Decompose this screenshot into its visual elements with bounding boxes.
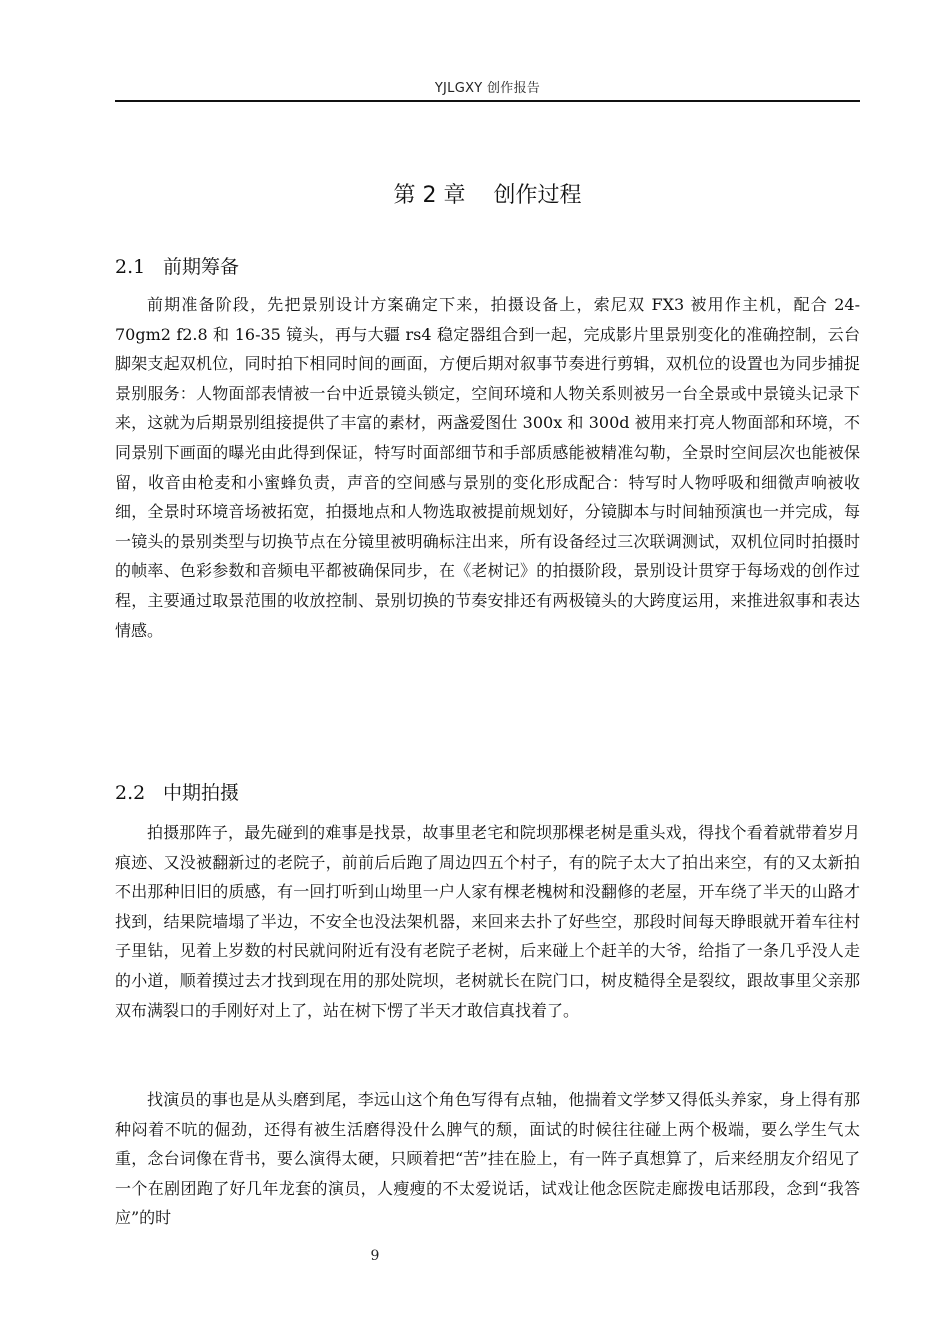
section-heading-2-2 xyxy=(115,778,239,805)
paragraph: 前期准备阶段，先把景别设计方案确定下来，拍摄设备上，索尼双 FX3 被用作主机，配合 24-70gm2 f2.8 和 16-35 镜头，再与大疆 rs4 稳定器组合到一起，完成影片里景别变化的准确控制，云台脚架支起双机位，同时拍下相同时间的画面，方便后期对叙事节奏进行剪辑，双机位的设置也为同步捕捉景别服务：人物面部表情被一台中近景镜头锁定，空间环境和人物关系则被另一台全景或中景镜头记录下来，这就为后期景别组接提供了丰富的素材，两盏爱图仕 300x 和 300d 被用来打亮人物面部和环境，不同景别下画面的曝光由此得到保证，特写时面部细节和手部质感能被精准勾勒，全景时空间层次也能被保留，收音由枪麦和小蜜蜂负责，声音的空间感与景别的变化形成配合：特写时人物呼吸和细微声响被收细，全景时环境音场被拓宽，拍摄地点和人物选取被提前规划好，分镜脚本与时间轴预演也一并完成，每一镜头的景别类型与切换节点在分镜里被明确标注出来，所有设备经过三次联调测试，双机位同时拍摄时的帧率、色彩参数和音频电平都被确保同步，在《老树记》的拍摄阶段，景别设计贯穿于每场戏的创作过程，主要通过取景范围的收放控制、景别切换的节奏安排还有两极镜头的大跨度运用，来推进叙事和表达情感。 xyxy=(115,295,860,640)
chapter-title: 第 2 章 创作过程 xyxy=(393,183,582,208)
section-number: 2.2 xyxy=(115,782,146,804)
paragraph: 找演员的事也是从头磨到尾，李远山这个角色写得有点轴，他揣着文学梦又得低头养家，身上得有那种闷着不吭的倔劲，还得有被生活磨得没什么脾气的颓，面试的时候往往碰上两个极端，要么学生气太重，念台词像在背书，要么演得太硬，只顾着把“苦”挂在脸上，有一阵子真想算了，后来经朋友介绍见了一个在剧团跑了好几年龙套的演员，人瘦瘦的不太爱说话，试戏让他念医院走廊拨电话那段，念到“我答应”的时 xyxy=(115,1090,860,1228)
running-header: YJLGXY 创作报告 xyxy=(434,81,541,96)
header-rule xyxy=(115,100,860,102)
paragraph: 拍摄那阵子，最先碰到的难事是找景，故事里老宅和院坝那棵老树是重头戏，得找个看着就带着岁月痕迹、又没被翻新过的老院子，前前后后跑了周边四五个村子，有的院子太大了拍出来空，有的又太新拍不出那种旧旧的质感，有一回打听到山坳里一户人家有棵老槐树和没翻修的老屋，开车绕了半天的山路才找到，结果院墙塌了半边，不安全也没法架机器，来回来去扑了好些空，那段时间每天睁眼就开着车往村子里钻，见着上岁数的村民就问附近有没有老院子老树，后来碰上个赶羊的大爷，给指了一条几乎没人走的小道，顺着摸过去才找到现在用的那处院坝，老树就长在院门口，树皮糙得全是裂纹，跟故事里父亲那双布满裂口的手刚好对上了，站在树下愣了半天才敢信真找着了。 xyxy=(115,823,860,1020)
section-heading-2-1 xyxy=(115,252,239,279)
page-number: 9 xyxy=(370,1248,380,1264)
section-number: 2.1 xyxy=(115,256,146,278)
section-title: 中期拍摄 xyxy=(163,782,240,804)
section-title: 前期筹备 xyxy=(163,256,240,278)
